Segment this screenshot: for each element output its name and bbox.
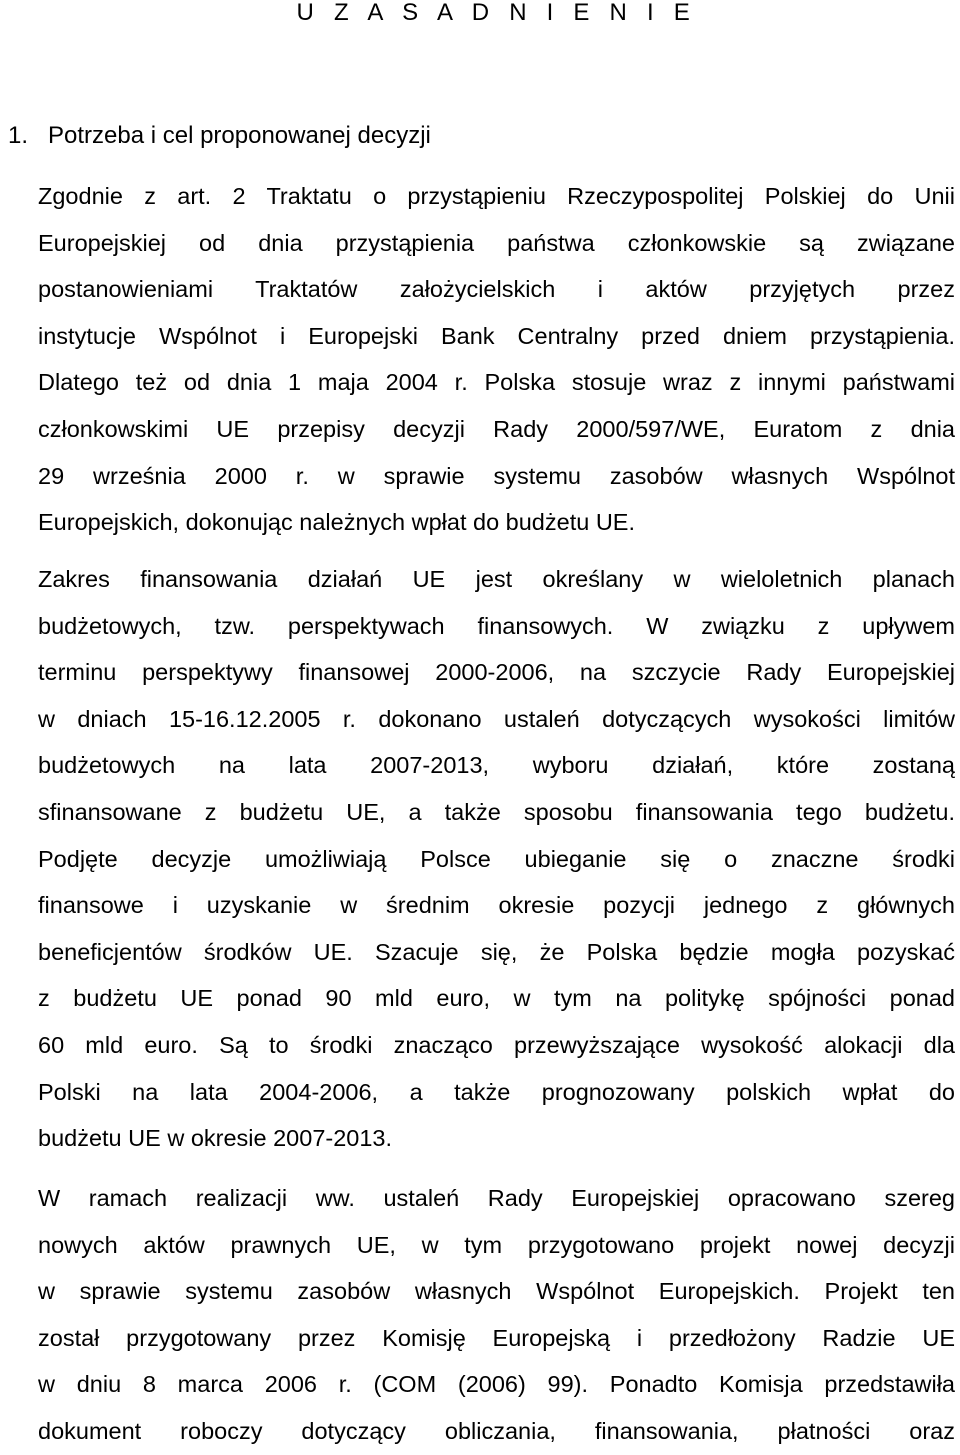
text-line: dokument roboczy dotyczący obliczania, finansowania, płatności oraz <box>38 1417 955 1444</box>
text-line: instytucje Wspólnot i Europejski Bank Centralny przed dniem przystąpienia. <box>38 322 955 349</box>
section-number: 1. <box>8 122 29 149</box>
text-line: Zgodnie z art. 2 Traktatu o przystąpieniu Rzeczypospolitej Polskiej do Unii <box>38 183 955 209</box>
text-line: terminu perspektywy finansowej 2000-2006, na szczycie Rady Europejskiej <box>38 659 955 686</box>
text-line: 29 września 2000 r. w sprawie systemu zasobów własnych Wspólnot <box>38 462 955 489</box>
section-heading <box>0 114 431 158</box>
text-line: budżetowych, tzw. perspektywach finansowych. W związku z upływem <box>38 612 955 639</box>
paragraph-2 <box>38 556 955 1162</box>
text-line: w dniu 8 marca 2006 r. (COM (2006) 99). Ponadto Komisja przedstawiła <box>38 1371 955 1398</box>
text-line: budżetu UE w okresie 2007-2013. <box>38 1125 393 1152</box>
text-line: Europejskiej od dnia przystąpienia państwa członkowskie są związane <box>38 229 955 256</box>
text-line: 60 mld euro. Są to środki znacząco przewyższające wysokość alokacji dla <box>38 1031 955 1058</box>
paragraph-1 <box>38 173 955 546</box>
text-line: budżetowych na lata 2007-2013, wyboru działań, które zostaną <box>38 752 955 779</box>
text-line: został przygotowany przez Komisję Europejską i przedłożony Radzie UE <box>38 1324 955 1351</box>
text-line: Polski na lata 2004-2006, a także prognozowany polskich wpłat do <box>38 1078 955 1105</box>
text-line: w sprawie systemu zasobów własnych Wspólnot Europejskich. Projekt ten <box>38 1278 955 1305</box>
text-line: w dniach 15-16.12.2005 r. dokonano ustaleń dotyczących wysokości limitów <box>38 705 955 732</box>
text-line: finansowe i uzyskanie w średnim okresie pozycji jednego z głównych <box>38 892 955 919</box>
text-line: nowych aktów prawnych UE, w tym przygotowano projekt nowej decyzji <box>38 1231 955 1258</box>
text-line: członkowskimi UE przepisy decyzji Rady 2000/597/WE, Euratom z dnia <box>38 415 955 442</box>
text-line: z budżetu UE ponad 90 mld euro, w tym na politykę spójności ponad <box>38 985 955 1012</box>
text-line: sfinansowane z budżetu UE, a także sposobu finansowania tego budżetu. <box>38 798 955 825</box>
text-line: Podjęte decyzje umożliwiają Polsce ubieganie się o znaczne środki <box>38 845 955 872</box>
text-line: Zakres finansowania działań UE jest określany w wieloletnich planach <box>38 566 955 592</box>
text-line: Europejskich, dokonując należnych wpłat do budżetu UE. <box>38 509 636 536</box>
text-line: postanowieniami Traktatów założycielskich i aktów przyjętych przez <box>38 276 955 303</box>
text-line: Dlatego też od dnia 1 maja 2004 r. Polska stosuje wraz z innymi państwami <box>38 369 955 396</box>
text-line: W ramach realizacji ww. ustaleń Rady Europejskiej opracowano szereg <box>38 1185 955 1211</box>
text-line: beneficjentów środków UE. Szacuje się, że Polska będzie mogła pozyskać <box>38 938 955 965</box>
paragraph-3 <box>38 1175 955 1455</box>
document-title: U Z A S A D N I E N I E <box>296 0 697 26</box>
section-heading-text: Potrzeba i cel proponowanej decyzji <box>48 122 431 149</box>
